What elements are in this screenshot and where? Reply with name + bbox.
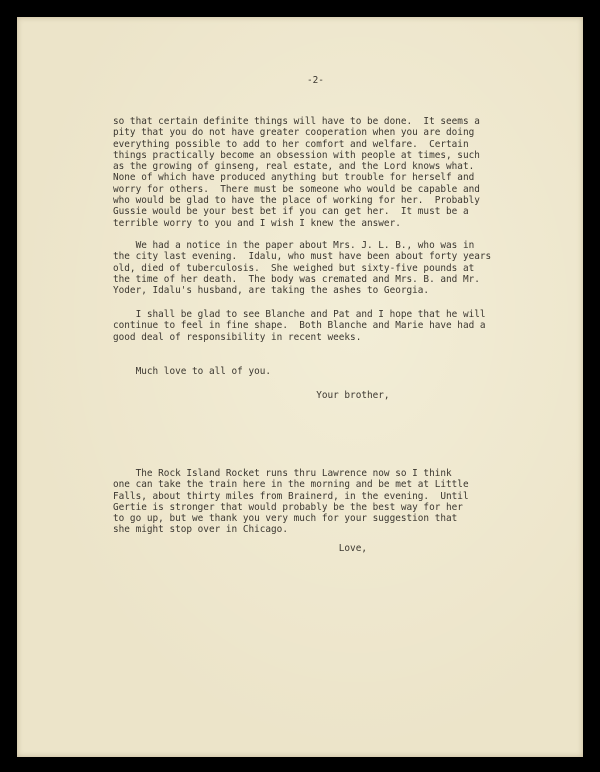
letter-page [17, 17, 583, 757]
paragraph-blanche-pat: I shall be glad to see Blanche and Pat and I hope that he will continue to feel in fine shape. Both Blanche and Marie have had a good deal of responsibility in recent weeks. [113, 309, 486, 343]
paragraph-cooperation: so that certain definite things will have to be done. It seems a pity that you do not have greater cooperation when you are doing everything possible to add to her comfort and welfare. Certain things practically become an obsession with people at times, such as the growing of ginseng, real estate, and the Lord knows what. None of which have produced anything but trouble for herself and worry for others. There must be someone who would be capable and who would be glad to have the place of working for her. Probably Gussie would be your best bet if you can get her. It must be a terrible worry to you and I wish I knew the answer. [113, 116, 480, 229]
paragraph-love: Much love to all of you. [113, 366, 272, 377]
closing-signature: Your brother, [113, 390, 390, 401]
page-number: -2- [307, 75, 324, 86]
paragraph-newspaper-notice: We had a notice in the paper about Mrs. J. L. B., who was in the city last evening. Idalu, who must have been about forty years old, died of tuberculosis. She weighed but sixty-five pounds at the time of her death. The body was cremated and Mrs. B. and Mr. Yoder, Idalu's husband, are taking the ashes to Georgia. [113, 240, 492, 297]
postscript-closing: Love, [113, 543, 367, 554]
postscript-paragraph: The Rock Island Rocket runs thru Lawrence now so I think one can take the train here in the morning and be met at Little Falls, about thirty miles from Brainerd, in the evening. Until Gertie is stronger that would probably be the best way for her to go up, but we thank you very much for your suggestion that she might stop over in Chicago. [113, 468, 469, 536]
